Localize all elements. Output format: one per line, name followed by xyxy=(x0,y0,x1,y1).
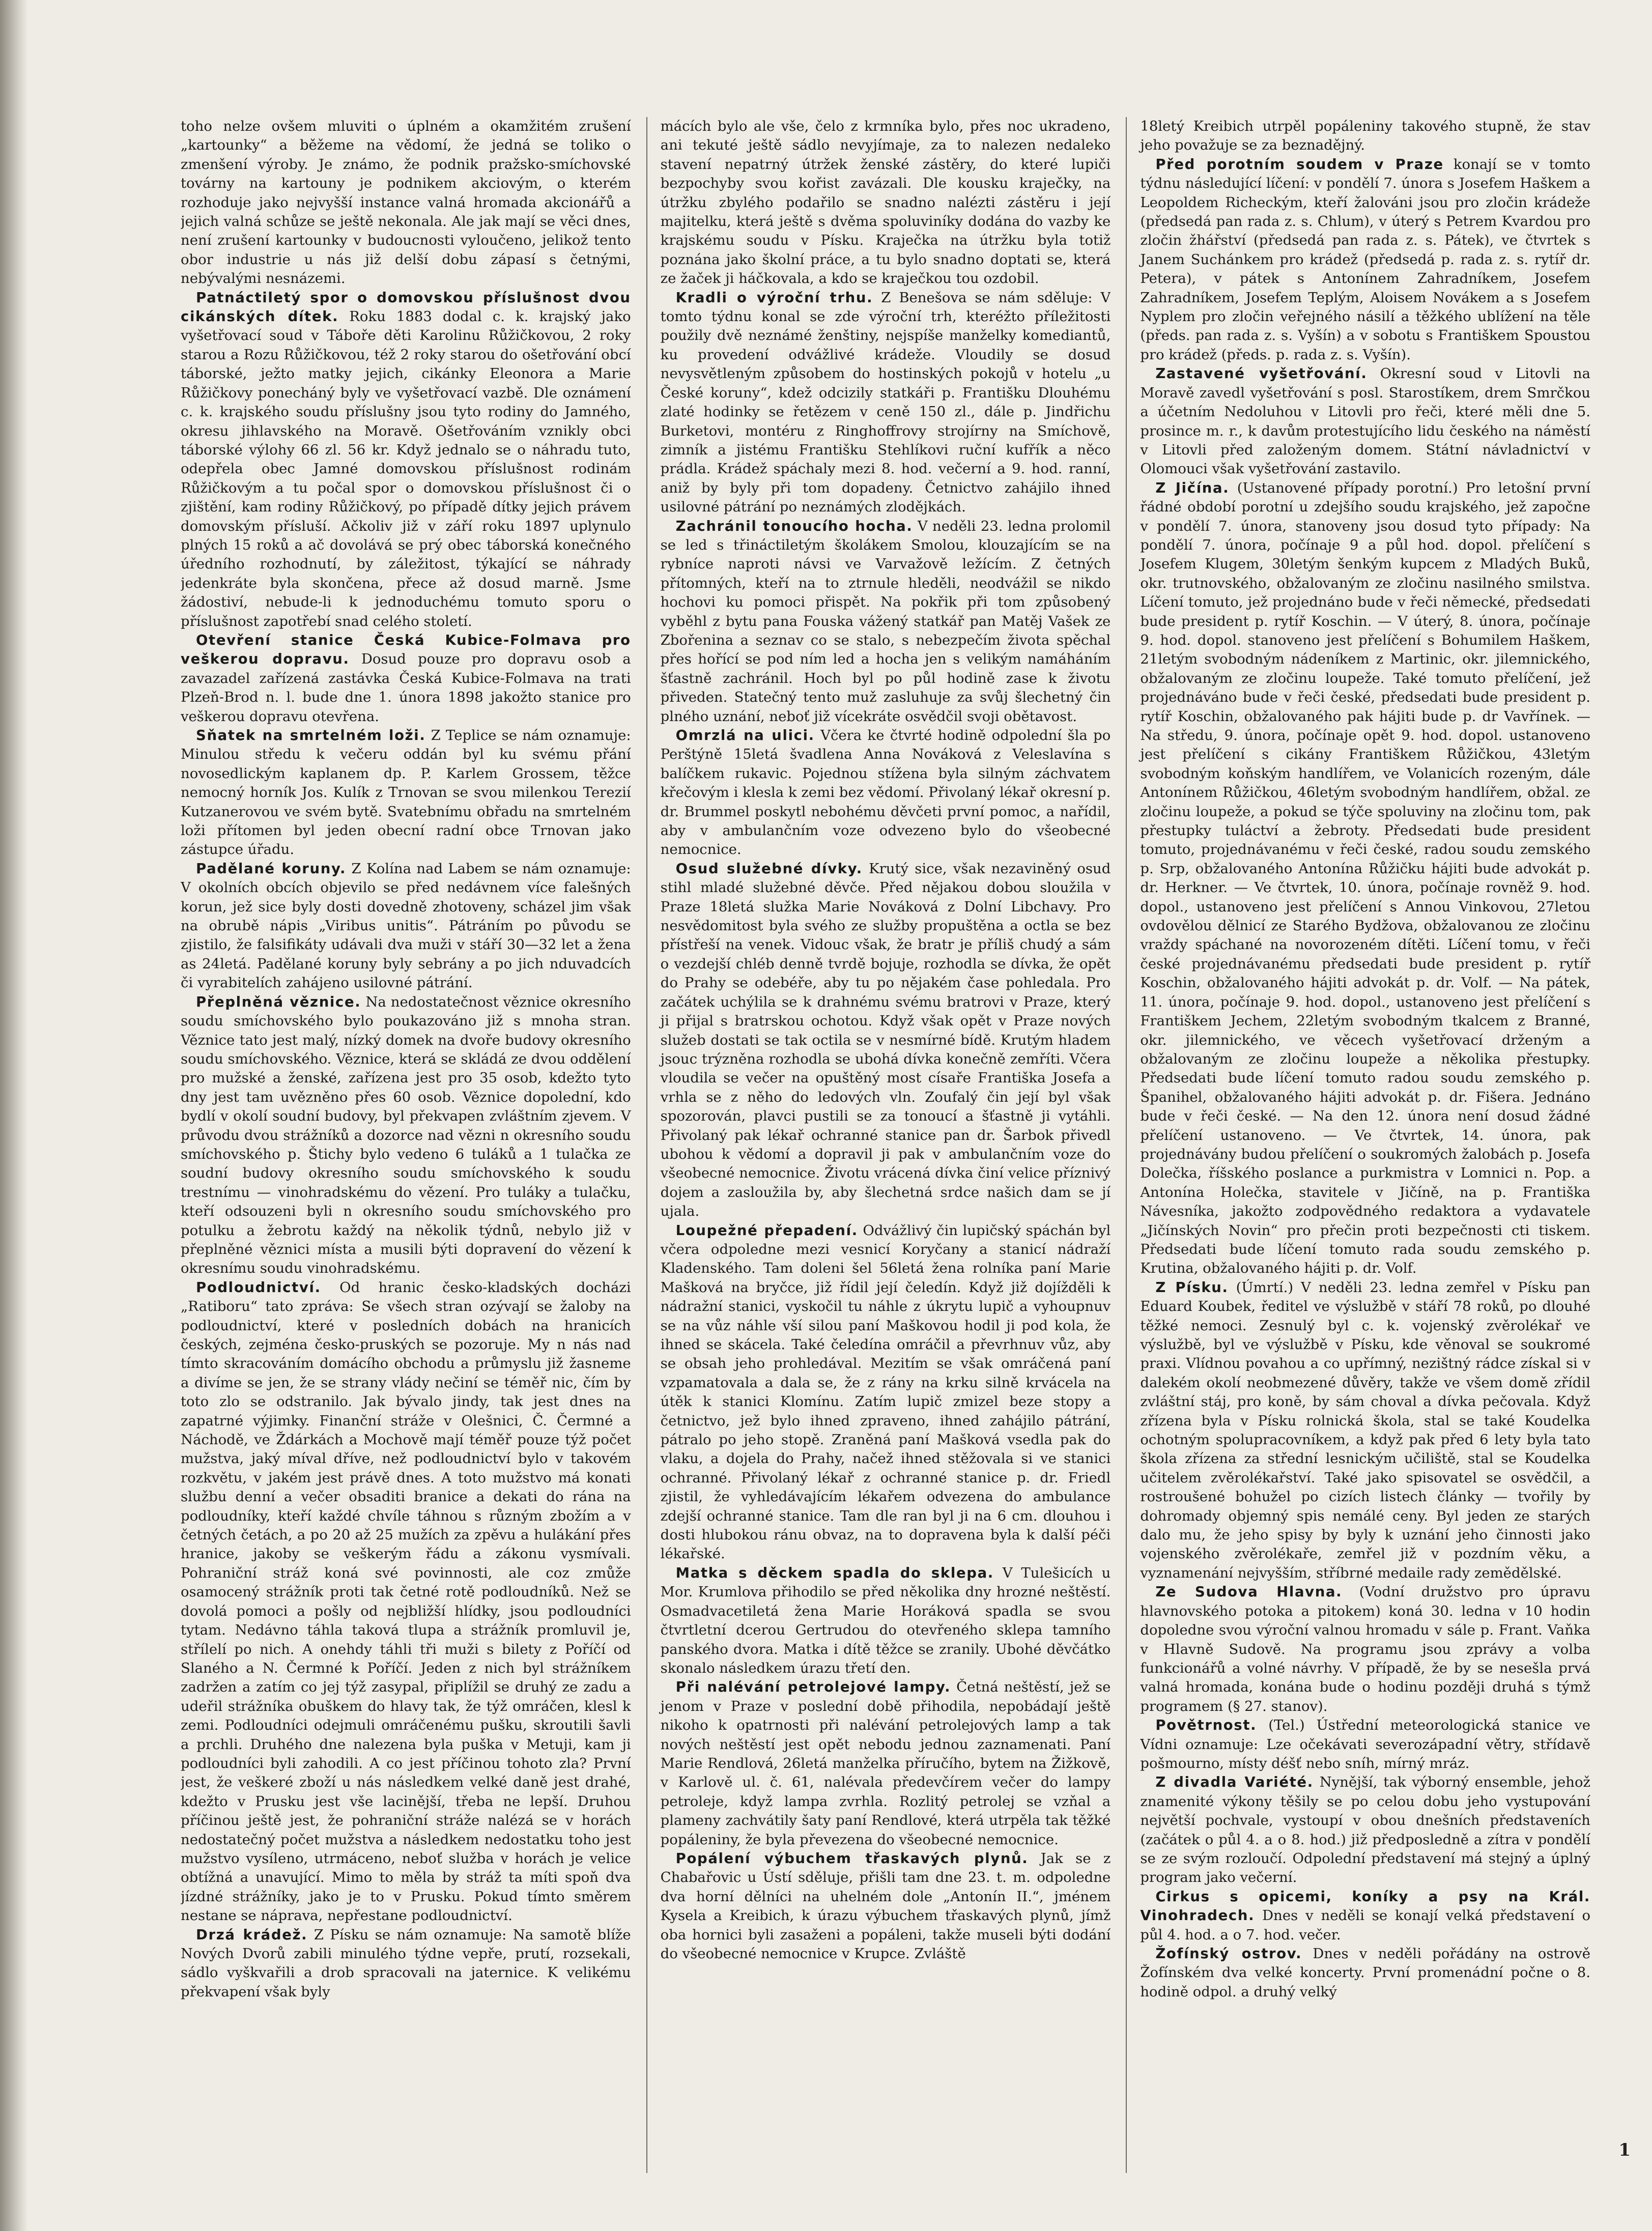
article xyxy=(1140,1583,1590,1716)
article-headline: Zachránil tonoucího hocha. xyxy=(675,518,913,534)
article-headline: Kradli o výroční trhu. xyxy=(675,289,873,306)
column-3 xyxy=(1126,117,1590,2173)
column-2 xyxy=(646,117,1111,2173)
article-headline: Podloudnictví. xyxy=(196,1279,321,1296)
article xyxy=(1140,479,1590,1278)
article xyxy=(181,726,631,860)
article-text: Krutý sice, však nezaviněný osud stihl mladé služebné děvče. Před nějakou dobou sloužila v Praze 18letá služka Marie Nováková z Dolní Libchavy. Pro nesvědomitost byla svého ze služby propuštěna a octla se bez přístřeší na venek. Vidouc však, že bratr je příliš chudý a sám o vezdejší chléb denně tvrdě bojuje, rozhodla se dívka, že opět do Prahy se odebéře, aby tu po nějakém čase pohledala. Pro začátek uchýlila se k drahnému svému bratrovi v Praze, který ji přijal s bratrskou ochotou. Když však opět v Praze nových služeb dostati se tak octila se v nesmírné bídě. Krutým hladem jsouc trýzněna rozhodla se ubohá dívka konečně zemříti. Včera vloudila se večer na opuštěný most císaře Františka Josefa a vrhla se z něho do ledových vln. Zoufalý čin její byl však spozorován, plavci pustili se za tonoucí a šťastně ji vytáhli. Přivolaný pak lékař ochranné stanice pan dr. Šarbok přivedl ubohou k vědomí a dopravil ji pak v ambulančním voze do všeobecné nemocnice. Životu vrácená dívka činí velice příznivý dojem a zasloužila by, aby šlechetná srdce našich dam se jí ujala. xyxy=(660,860,1111,1220)
article xyxy=(661,1678,1111,1849)
article xyxy=(181,631,631,726)
article-text: (Tel.) Ústřední meteorologická stanice ve Vídni oznamuje: Lze očekávati severozápadní větry, střídavě pošmourno, místy déšť nebo sníh, mírný mráz. xyxy=(1140,1717,1591,1771)
article xyxy=(1140,1773,1590,1887)
article-text: Odvážlivý čin lupičský spáchán byl včera odpoledne mezi vesnicí Koryčany a stanicí nádraží Kladenského. Tam doleni šel 56letá žena rolníka paní Marie Mašková na bryčce, již řídil její čeledín. Když již dojížděli k nádražní stanici, vyskočil tu náhle z úkrytu lupič a vyhoupnuv se na vůz náhle vší silou paní Maškovou hodil ji pod kola, že ihned se skácela. Také čeledína omráčil a převrhnuv vůz, aby se obsah jeho prohledával. Mezitím se však omráčená paní vzpamatovala a dala se, že z rány na krku silně krvácela na útěk k stanici Klomínu. Zatím lupič zmizel beze stopy a četnictvo, jež bylo ihned zpraveno, ihned zahájilo pátrání, pátralo po jeho stopě. Zraněná paní Mašková vsedla pak do vlaku, a dojela do Prahy, načež ihned stěžovala si ve stanici ochranné. Přivolaný lékař z ochranné stanice p. dr. Friedl zjistil, že vyhledávajícím lékařem odvezena do ambulance zdejší ochranné stanice. Tam dle ran byl ji na 6 cm. dlouhou i dosti hlubokou ránu obvaz, na to dopravena byla k další péči lékařské. xyxy=(660,1222,1111,1562)
column-1 xyxy=(181,117,631,2173)
article xyxy=(1140,117,1590,155)
article-text: mácích bylo ale vše, čelo z krmníka bylo, přes noc ukradeno, ani tekuté ještě sádlo nevyjímaje, za to nalezen nedaleko stavení nepatrný útržek ženské zástěry, do které lupiči bezpochyby svou kořist zavázali. Dle kousku kraječky, na útržku zbylého podařilo se snadno nalézti zástěru i její majitelku, která ještě s dvěma spoluviníky dodána do vazby ke krajskému soudu v Písku. Kraječka na útržku byla totiž poznána jako školní práce, a tu bylo snadno doptati se, která ze žaček ji háčkovala, a kdo se kraječkou tou ozdobil. xyxy=(660,118,1111,287)
article xyxy=(661,117,1111,289)
article-headline: Loupežné přepadení. xyxy=(675,1222,858,1239)
article-text: Na nedostatečnost věznice okresního soudu smíchovského bylo poukazováno již s mnoha stran. Věznice tato jest malý, nízký domek na dvoře budovy okresního soudu smíchovského. Věznice, která se skládá ze dvou oddělení pro mužské a ženské, zařízena jest pro 35 osob, kdežto tyto dny jest tam uvězněno přes 60 osob. Věznice dopolední, kdo bydlí v okolí soudní budovy, byl překvapen zvláštním zjevem. V průvodu dvou strážníků a dozorce nad vězni n okresního soudu smíchovského p. Štichy bylo vedeno 6 tuláků a 1 tulačka ze soudní budovy okresního soudu smíchovského k soudu trestnímu — vinohradskému do vězení. Pro tuláky a tulačku, kteří odsouzeni byli n okresního soudu smíchovského pro potulku a žebrotu každý na několik týdnů, nebylo již v přeplněné věznici místa a musili býti dopravení do vězení k okresnímu soudu vinohradskému. xyxy=(181,993,631,1277)
article xyxy=(181,1926,631,2002)
article xyxy=(1140,1887,1590,1944)
article xyxy=(661,726,1111,860)
article-text: Četná neštěstí, jež se jenom v Praze v poslední době přihodila, nepobádají ještě nikoho k opatrnosti při nalévání petrolejových lamp a tak nových neštěstí jest opět nebodu jednou zaznamenati. Paní Marie Rendlová, 26letá manželka příručího, bytem na Žižkově, v Karlově ul. č. 61, nalévala předevčírem večer do lampy petroleje, když lampa zvrhla. Rozlitý petrolej se vzňal a plameny zachvátily šaty paní Rendlové, která utrpěla tak těžké popáleniny, že byla převezena do všeobecné nemocnice. xyxy=(660,1679,1111,1848)
article-headline: Matka s děckem spadla do sklepa. xyxy=(675,1564,994,1581)
article-headline: Ze Sudova Hlavna. xyxy=(1155,1584,1343,1600)
article-text: toho nelze ovšem mluviti o úplném a okamžitém zrušení „kartounky“ a běžeme na vědomí, že jedná se toliko o zmenšení výroby. Je známo, že podnik pražsko-smíchovské továrny na kartouny je podnikem akciovým, o kterém rozhoduje jako nejvyšší instance valná hromada akcionářů a jejich valná schůze se ještě nekonala. Ale jak mají se věci dnes, není zrušení kartounky v budoucnosti vyloučeno, jelikož tento obor industrie u nás již delší dobu zápasí s četnými, nebývalými nesnázemi. xyxy=(181,118,631,287)
article-text: Dnes v neděli pořádány na ostrově Žofínském dva velké koncerty. První promenádní počne o 8. hodině odpol. a druhý velký xyxy=(1140,1946,1591,2000)
article-headline: Přeplněná věznice. xyxy=(196,993,361,1010)
article-text: konají se v tomto týdnu následující líčení: v pondělí 7. února s Josefem Haškem a Leopoldem Richeckým, kteří žalováni jsou pro zločin krádeže (předsedá pan rada z. s. Chlum), v úterý s Petrem Kvardou pro zločin žhářství (předsedá pan rada z. s. Pátek), ve čtvrtek s Janem Suchánkem pro krádež (předsedá p. rada z. s. rytíř dr. Petera), v pátek s Antonínem Zahradníkem, Josefem Zahradníkem, Josefem Teplým, Aloisem Novákem a s Josefem Nyplem pro zločin veřejného násilí a těžkého ublížení na těle (předs. pan rada z. s. Vyšín) a v sobotu s Františkem Spoustou pro krádež (předs. p. rada z. s. Vyšín). xyxy=(1140,156,1591,363)
article-headline: Sňatek na smrtelném loži. xyxy=(196,727,426,743)
article-text: Z Teplice se nám oznamuje: Minulou středu k večeru oddán byl ku svému přání novosedlickým kaplanem dp. P. Karlem Grossem, těžce nemocný horník Jos. Kulík z Trnovan se svou milenkou Terezií Kutzanerovou ve svém bytě. Svatebnímu obřadu na smrtelném loži přítomen byl jeden obecní radní obce Trnovan jako zástupce úřadu. xyxy=(181,727,631,858)
binding-shadow xyxy=(0,0,28,2231)
article xyxy=(661,1564,1111,1678)
article-text: Dnes v neděli se konají velká představení o půl 4. hod. a o 7. hod. večer. xyxy=(1140,1907,1591,1943)
article xyxy=(181,1278,631,1926)
article-text: Okresní soud v Litovli na Moravě zavedl vyšetřování s posl. Starostíkem, drem Smrčkou a účetním Nedoluhou v Litovli pro řeči, které měli dne 5. prosince m. r., k davům protestujícího lidu českého na náměstí v Litovli před založeným domem. Státní návladnictví v Olomouci však vyšetřování zastavilo. xyxy=(1140,365,1591,477)
article-headline: Patnáctiletý spor o domovskou příslušnost dvou cikánských dítek. xyxy=(181,289,631,325)
article-text: (Úmrtí.) V neděli 23. ledna zemřel v Písku pan Eduard Koubek, ředitel ve výslužbě v stáří 78 roků, po dlouhé těžké nemoci. Zesnulý byl c. k. vojenský zvěrolékař ve výslužbě, byl ve výslužbě v Písku, kde věnoval se soukromé praxi. Vlídnou povahou a co upřímný, nezištný rádce získal si v dalekém okolí neobmezené důvěry, takže ve všem domě zřídil zvláštní stáj, pro koně, by sám choval a dívka pečovala. Když zřízena byla v Písku rolnická škola, stal se také Koudelka ochotným spolupracovníkem, a když pak před 6 lety byla tato škola zřízena za střední lesnickým učiliště, stal se Koudelka učitelem zvěrolékařství. Také jako spisovatel se osvědčil, a rostroušené bohužel po cizích listech články — tvořily by dohromady objemný spis nemálé ceny. Byl jeden ze starých dalo mu, že jeho spisy by byly k uznání jeho činnosti jako vojenského zvěrolékaře, zemřel již v pozdním věku, a vyznamenání nejvyšším, stříbrné medaile rady zemědělské. xyxy=(1140,1279,1591,1581)
article-headline: Před porotním soudem v Praze xyxy=(1155,156,1444,173)
article-headline: Cirkus s opicemi, koníky a psy na Král. Vinohradech. xyxy=(1140,1888,1591,1924)
article-text: V Tulešicích u Mor. Krumlova přihodilo se před několika dny hrozné neštěstí. Osmadvacetiletá žena Marie Horáková spadla se svou čtvrtletní dcerou Gertrudou do otevřeného sklepa tamního panského dvora. Matka i dítě těžce se zranily. Ubohé děvčátko skonalo následkem úrazu třetí den. xyxy=(660,1564,1111,1676)
article-text: (Ustanovené případy porotní.) Pro letošní první řádné období porotní u zdejšího soudu krajského, jež započne v pondělí 7. února, stanoveny jsou dosud tyto případy: Na pondělí 7. února, počínaje 9 a půl hod. dopol. přelíčení s Josefem Klugem, 30letým šenkým kupcem z Mladých Buků, okr. trutnovského, obžalovaným ze zločinu nasilného smilstva. Líčení tomuto, jež projednáno bude v řeči německé, předsedati bude president p. rytíř Koschin. — V úterý, 8. února, počínaje 9. hod. dopol. stanoveno jest přelíčení s Bohumilem Haškem, 21letým svobodným nádeníkem z Martinic, okr. jilemnického, obžalovaným ze zločinu loupeže. Také tomuto přelíčení, jež projednáváno bude v řeči české, předsedati bude president p. rytíř Koschin, obžalovaného pak hájiti bude p. dr Vavřínek. — Na středu, 9. února, počínaje opět 9. hod. dopol. ustanoveno jest přelíčení s cikány Františkem Růžičkou, 43letým svobodným koňským handlířem, ve Volanicích rozeným, dále Antonínem Růžičkou, 46letým svobodným handlířem, obžal. ze zločinu loupeže, a pokud se týče spoluviny na zločinu tom, pak přestupky tuláctví a žebroty. Předsedati bude president tomuto, projednávanému v řeči české, radou soudu zemského p. Srp, obžalovaného Antonína Růžičku hájiti bude advokát p. dr. Herkner. — Ve čtvrtek, 10. února, počínaje rovněž 9. hod. dopol., ustanoveno jest přelíčení s Annou Vinkovou, 27letou ovdovělou dělnicí ze Starého Bydžova, obžalovanou ze zločinu vraždy spáchané na novorozeném dítěti. Líčení tomu, v řeči české projednávanému předsedati bude president p. rytíř Koschin, obžalovaného hájiti advokát p. dr. Volf. — Na pátek, 11. února, počínaje 9. hod. dopol., ustanoveno jest přelíčení s Františkem Jechem, 22letým svobodným tkalcem z Branné, okr. jilemnického, ve věcech vyšetřovací drženým a obžalovaným ze zločinu loupeže a několika přestupky. Předsedati bude líčení tomuto radou soudu zemského p. Španihel, obžalovaného hájiti advokát p. dr. Fišera. Jednáno bude v řeči české. — Na den 12. února není dosud žádné přelíčení ustanoveno. — Ve čtvrtek, 14. února, pak projednávány budou přelíčení o soukromých žalobách p. Josefa Dolečka, říšského poslance a purkmistra v Lomnici n. Pop. a Antonína Holečka, stavitele v Jičíně, na p. Františka Návesníka, jakožto zodpovědného redaktora a vydavatele „Jičínských Novin“ pro přečin proti bezpečnosti cti tiskem. Předsedati bude líčení tomuto rada soudu zemského p. Krutina, obžalovaného hájiti p. dr. Volf. xyxy=(1140,479,1591,1277)
article-headline: Osud služebné dívky. xyxy=(675,860,863,877)
article-headline: Žofínský ostrov. xyxy=(1155,1946,1302,1962)
article-headline: Padělané koruny. xyxy=(196,860,347,877)
article xyxy=(1140,1944,1590,2001)
text-columns xyxy=(181,117,1590,2173)
article xyxy=(661,289,1111,517)
article-text: Nynější, tak výborný ensemble, jehož znamenité výkony těšily se po celou dobu jeho vystupování největší pochvale, vystoupí v obou dnešních představeních (začátek o půl 4. a o 8. hod.) již předposledně a zítra v pondělí se ze svým rozloučí. Odpolední představení má stejný a úplný program jako večerní. xyxy=(1140,1774,1591,1886)
article-headline: Omrzlá na ulici. xyxy=(675,727,815,743)
article-headline: Zastavené vyšetřování. xyxy=(1155,365,1368,382)
article xyxy=(1140,155,1590,364)
article xyxy=(181,993,631,1278)
article-text: Jak se z Chabařovic u Ústí sděluje, přišli tam dne 23. t. m. odpoledne dva horní dělníci na uhelném dole „Antonín II.“, jménem Kysela a Kreibich, k úrazu výbuchem třaskavých plynů, jímž oba hornici byli zasaženi a popáleni, takže museli býti dodání do všeobecné nemocnice v Krupce. Zvláště xyxy=(660,1850,1111,1962)
article-text: Roku 1883 dodal c. k. krajský jako vyšetřovací soud v Táboře děti Karolinu Růžičkovou, 2 roky starou a Rozu Růžičkovou, též 2 roky starou do ošetřování obcí táborské, ježto matky jejich, cikánky Eleonora a Marie Růžičkovy ponecháný byly ve vyšetřovací vazbě. Dle oznámení c. k. krajského soudu příslušny jsou tyto rodiny do Jamného, okresu jihlavského na Moravě. Ošetřováním vznikly obci táborské výlohy 66 zl. 56 kr. Když jednalo se o náhradu tuto, odepřela obec Jamné domovskou příslušnost rodinám Růžičkovým a tu počal spor o domovskou příslušnost či o zjištění, kam rodiny Růžičkový, po případě dítky jejich právem domovským přísluší. Ačkoliv již v září roku 1897 uplynulo plných 15 roků a ač dovolává se prý obec táborská konečného úředního rozhodnutí, by záležitost, týkající se náhrady jedenkráte byla skončena, přece až dosud marně. Jsme žádostiví, nebude-li k jednoduchému tomuto sporu o příslušnost zapotřebí snad celého století. xyxy=(181,308,631,630)
article-text: Včera ke čtvrté hodině odpolední šla po Perštýně 15letá švadlena Anna Nováková z Veleslavína s balíčkem rukavic. Pojednou stížena byla silným záchvatem křečovým i klesla k zemi bez vědomí. Přivolaný lékař okresní p. dr. Brummel poskytl nebohému děvčeti první pomoc, a nařídil, aby v ambulančním voze odvezeno bylo do všeobecné nemocnice. xyxy=(660,727,1111,858)
article xyxy=(661,517,1111,726)
article xyxy=(661,1849,1111,1963)
article xyxy=(1140,1716,1590,1773)
article-headline: Popálení výbuchem třaskavých plynů. xyxy=(675,1850,1029,1867)
article-headline: Z divadla Variété. xyxy=(1155,1774,1314,1791)
article-text: Dosud pouze pro dopravu osob a zavazadel zařízená zastávka Česká Kubice-Folmava na trati Plzeň-Brod n. l. bude dne 1. února 1898 jakožto stanice pro veškerou dopravu otevřena. xyxy=(181,651,631,725)
article-text: Od hranic česko-kladských docházi „Ratiboru“ tato zpráva: Se všech stran ozývají se žaloby na podloudnictví, které v posledních dobách na hranicích českých, zejména česko-pruských se pozoruje. My n nás nad tímto skracováním domácího obchodu a průmyslu již žasneme a divíme se jen, že se strany vlády nečiní se téměř nic, čím by toto zlo se odstranilo. Jak bývalo jindy, tak jest dnes na zapatrné výjimky. Finanční stráže v Olešnici, Č. Čermné a Náchodě, ve Ždárkách a Mochově mají téměř pouze týž počet mužstva, jaký míval dříve, než podloudnictví bylo v takovém rozkvětu, v jakém jest právě dnes. A toto mužstvo má konati službu denní a večer obsaditi branice a dekati do rána na podloudníky, kteří každé chvíle táhnou s různým zbožím a v četných četách, a po 20 až 25 mužích za zpěvu a hulákání přes hranice, jakoby se veškerým řádu a zákonu vysmívali. Pohraniční stráž koná své povinnosti, ale coz zmůže osamocený strážník proti tak četné rotě podloudníků. Než se dovolá pomoci a pošly od nejbližší hlídky, jsou podloudníci tytam. Nedávno táhla taková tlupa a strážník promluvil je, střílelí po nich. A onehdy táhli tři muži s bilety z Poříčí od Slaného a N. Čermné k Poříčí. Jeden z nich byl strážníkem zadržen a zatím co jej týž zasypal, připlížil se druhý ze zadu a udeřil strážníka obuškem do hlavy tak, že týž omráčen, klesl k zemi. Podloudníci odejmuli omráčenému pušku, skroutili šavli a prchli. Druhého dne nalezena byla puška v Metuji, kam ji podloudníci byli zahodili. A co jest příčinou tohoto zla? První jest, že veškeré zboží u nás následkem velké daně jest drahé, kdežto v Prusku jest vše lacinější, třeba ne lepší. Druhou příčinou ještě jest, že pohraniční stráže nalézá se v horách nedostatečný počet mužstva a následkem nedostatku toho jest mužstvo vysíleno, utrmáceno, neboť služba v horách je velice obtížná a unavující. Mimo to měla by stráž ta míti spoň dva jízdné strážníky, jako je to v Prusku. Pokud tímto směrem nestane se náprava, nepřestane podloudnictví. xyxy=(181,1279,631,1924)
article xyxy=(181,117,631,289)
article-headline: Z Jičína. xyxy=(1155,479,1230,496)
article-headline: Drzá krádež. xyxy=(196,1926,308,1943)
article xyxy=(1140,1278,1590,1583)
article-text: 18letý Kreibich utrpěl popáleniny takového stupně, že stav jeho považuje se za beznadějný. xyxy=(1140,118,1591,154)
article-headline: Otevření stanice Česká Kubice-Folmava pro veškerou dopravu. xyxy=(181,632,631,668)
article-text: Z Benešova se nám sděluje: V tomto týdnu konal se zde výroční trh, kteréžto příležitosti použily dvě neznámé ženštiny, nejspíše manželky komediantů, ku provedení odvážlivé krádeže. Vloudily se dosud nevysvětleným způsobem do hostinských pokojů v hotelu „u České koruny“, kdež odcizily statkáři p. Františku Dlouhému zlaté hodinky se řetězem v ceně 150 zl., dále p. Jindřichu Burketovi, montéru z Ringhoffrovy strojírny na Smíchově, zimník a jistému Františku Stehlíkovi ruční kufřík a něco prádla. Krádež spáchaly mezi 8. hod. večerní a 9. hod. ranní, aniž by byly při tom dopadeny. Četnictvo zahájilo ihned usilovné pátrání po neznámých zlodějkách. xyxy=(660,289,1111,516)
article-text: Z Písku se nám oznamuje: Na samotě blíže Nových Dvorů zabili minulého týdne vepře, prutí, rozsekali, sádlo vyškvařili a drob spracovali na jaternice. K velikému překvapení však byly xyxy=(181,1926,631,2000)
article xyxy=(661,1221,1111,1564)
article xyxy=(181,289,631,631)
page-mark: 1 xyxy=(1618,2140,1631,2160)
article-text: (Vodní družstvo pro úpravu hlavnovského potoka a pitokem) koná 30. ledna v 10 hodin dopoledne svou výroční valnou hromadu v sále p. Frant. Vaňka v Hlavně Sudově. Na programu jsou zprávy a volba funkcionářů a volné návrhy. V případě, že by se nesešla prvá valná hromada, konána bude o hodinu později druhá s týmž programem (§ 27. stanov). xyxy=(1140,1584,1591,1714)
article-text: Z Kolína nad Labem se nám oznamuje: V okolních obcích objevilo se před nedávnem více falešných korun, jež sice byly dosti dovedně zhotoveny, scházel jim však na obrubě nápis „Viribus unitis“. Pátráním po původu se zjistilo, že falsifikáty udávali dva muži v stáří 30—32 let a žena as 24letá. Padělané koruny byly sebrány a po jich nduvadcích či vyrabitelích zahájeno usilovné pátrání. xyxy=(181,860,631,991)
article xyxy=(661,860,1111,1221)
article-text: V neděli 23. ledna prolomil se led s třináctiletým školákem Smolou, klouzajícím se na rybníce naproti návsi ve Varvažově ležícím. Z četných přítomných, kteří na to ztrnule hleděli, neodvážil se nikdo hochovi ku pomoci přispět. Na pokřik při tom způsobený vyběhl z bytu pana Fouska vážený statkář pan Matěj Vašek ze Zbořenina a seznav co se stalo, s nebezpečím života spěchal přes hořící se pod ním led a hocha jen s velikým namáháním šťastně zachránil. Hoch byl po půl hodině zase k životu přiveden. Statečný tento muž zasluhuje za svůj šlechetný čin plného uznání, neboť již vícekráte osvědčil svoji obětavost. xyxy=(660,518,1111,725)
article-headline: Při nalévání petrolejové lampy. xyxy=(675,1679,951,1696)
article xyxy=(1140,364,1590,478)
article-headline: Z Písku. xyxy=(1155,1279,1229,1296)
article xyxy=(181,860,631,993)
article-headline: Povětrnost. xyxy=(1155,1717,1257,1734)
